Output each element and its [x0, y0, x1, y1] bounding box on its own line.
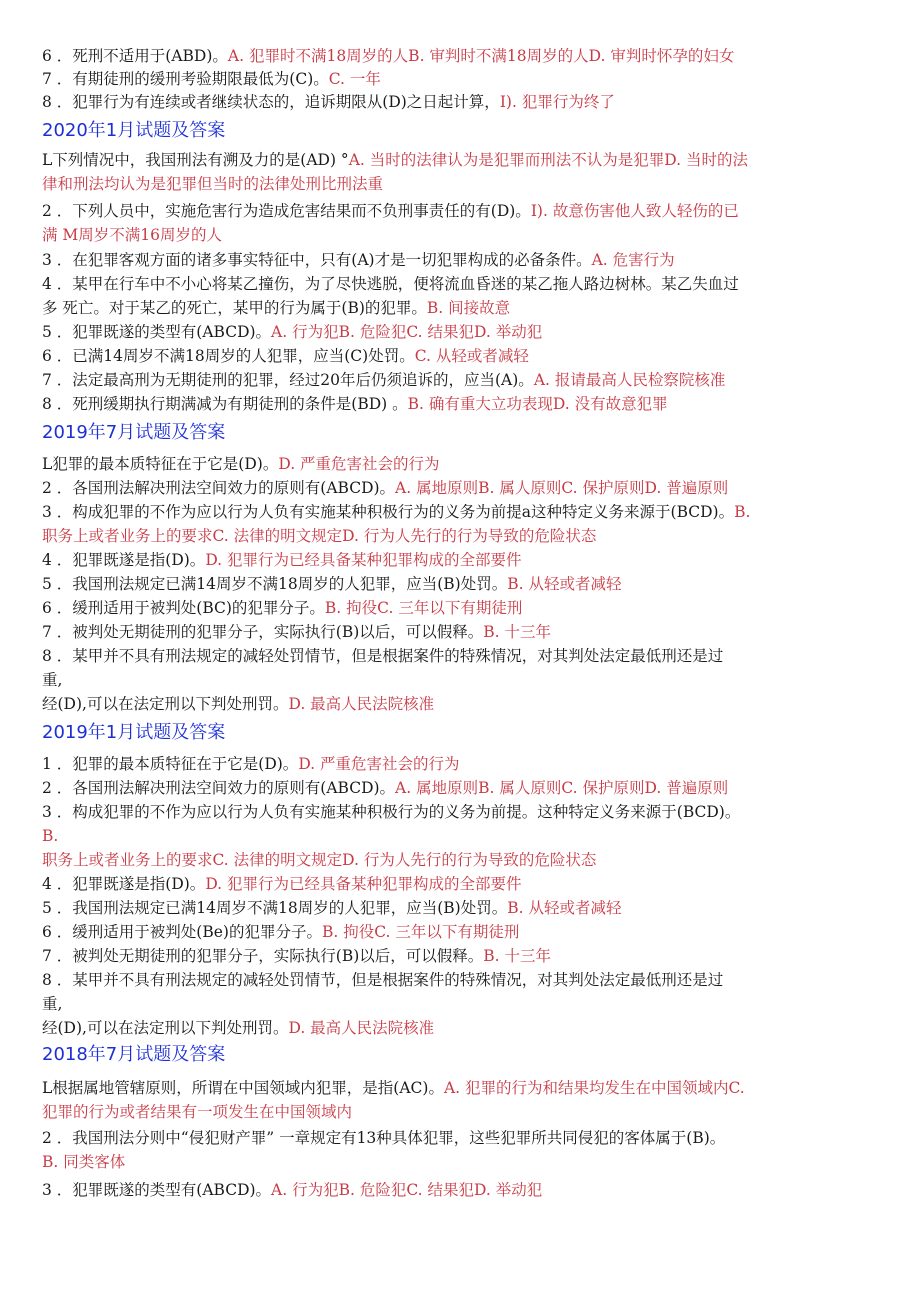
- answer-text: A. 犯罪的行为和结果均发生在中国领域内C.: [443, 1079, 745, 1097]
- section-heading: 2020年1月试题及答案: [42, 120, 226, 141]
- section-heading: 2019年7月试题及答案: [42, 422, 226, 443]
- question-line: [42, 223, 882, 247]
- question-text: 7 ．被判处无期徒刑的犯罪分子，实际执行(B)以后，可以假释。: [42, 947, 484, 965]
- question-text: 4 ．某甲在行车中不小心将某乙撞伤，为了尽快逃脱，便将流血昏迷的某乙拖人路边树林。某乙失血过: [42, 275, 739, 293]
- answer-text: B. 十三年: [483, 947, 552, 965]
- question-line: [42, 296, 882, 320]
- question-line: [42, 44, 882, 68]
- question-line: [42, 848, 882, 872]
- answer-text: B. 同类客体: [42, 1153, 126, 1171]
- question-text: 5 ．犯罪既遂的类型有(ABCD)。: [42, 323, 272, 341]
- question-line: [42, 752, 882, 776]
- answer-text: B. 从轻或者减轻: [507, 899, 622, 917]
- question-text: 7 ．被判处无期徒刑的犯罪分子，实际执行(B)以后，可以假释。: [42, 623, 484, 641]
- question-line: [42, 452, 882, 476]
- question-line: [42, 824, 882, 848]
- question-text: 重,: [42, 671, 63, 689]
- answer-text: 职务上或者业务上的要求C. 法律的明文规定D. 行为人先行的行为导致的危险状态: [42, 527, 597, 545]
- question-line: [42, 392, 882, 416]
- answer-text: A. 属地原则B. 属人原则C. 保护原则D. 普遍原则: [395, 479, 729, 497]
- question-line: [42, 572, 882, 596]
- question-text: 8 ．死刑缓期执行期满减为有期徒刑的条件是(BD) 。: [42, 395, 408, 413]
- question-line: [42, 548, 882, 572]
- question-line: [42, 90, 882, 114]
- question-text: 多 死亡。对于某乙的死亡，某甲的行为属于(B)的犯罪。: [42, 299, 427, 317]
- question-line: [42, 1150, 882, 1174]
- question-text: 6 ．死刑不适用于(ABD)。: [42, 47, 228, 65]
- question-text: 7 ．法定最高刑为无期徒刑的犯罪，经过20年后仍须追诉的，应当(A)。: [42, 371, 534, 389]
- question-line: [42, 968, 882, 992]
- question-line: [42, 500, 882, 524]
- answer-text: 满 M周岁不满16周岁的人: [42, 226, 223, 244]
- answer-text: D. 犯罪行为已经具备某种犯罪构成的全部要件: [205, 875, 522, 893]
- question-text: 经(D),可以在法定刑以下判处刑罚。: [42, 695, 289, 713]
- question-text: 4 ．犯罪既遂是指(D)。: [42, 551, 206, 569]
- question-text: 8 ．犯罪行为有连续或者继续状态的，追诉期限从(D)之日起计算，: [42, 93, 500, 111]
- answer-text: A. 危害行为: [591, 251, 675, 269]
- question-line: [42, 596, 882, 620]
- question-text: 5 ．我国刑法规定已满14周岁不满18周岁的人犯罪，应当(B)处罚。: [42, 575, 508, 593]
- question-line: [42, 1100, 882, 1124]
- answer-text: B. 拘役C. 三年以下有期徒刑: [321, 923, 520, 941]
- answer-text: 律和刑法均认为是犯罪但当时的法律处刑比刑法重: [42, 175, 384, 193]
- answer-text: C. 一年: [328, 70, 381, 88]
- question-text: 3 ．构成犯罪的不作为应以行为人负有实施某种积极行为的义务为前提。这种特定义务来源于(BCD)。: [42, 803, 741, 821]
- question-text: 6 ．缓刑适用于被判处(BC)的犯罪分子。: [42, 599, 325, 617]
- question-line: [42, 800, 882, 824]
- answer-text: B.: [734, 503, 751, 521]
- answer-text: D. 最高人民法院核准: [288, 1019, 435, 1037]
- question-text: 2 ．我国刑法分则中“侵犯财产罪” 一章规定有13种具体犯罪，这些犯罪所共同侵犯的客体属于(B)。: [42, 1129, 726, 1147]
- question-line: [42, 1076, 882, 1100]
- answer-text: B. 间接故意: [426, 299, 511, 317]
- answer-text: A. 报请最高人民检察院核准: [533, 371, 726, 389]
- question-line: [42, 272, 882, 296]
- question-text: 6 ．缓刑适用于被判处(Be)的犯罪分子。: [42, 923, 322, 941]
- question-line: [42, 1178, 882, 1202]
- question-text: L犯罪的最本质特征在于它是(D)。: [42, 455, 279, 473]
- answer-text: D. 严重危害社会的行为: [298, 755, 460, 773]
- question-text: 3 ．犯罪既遂的类型有(ABCD)。: [42, 1181, 272, 1199]
- question-line: [42, 992, 882, 1016]
- question-text: 2 ．各国刑法解决刑法空间效力的原则有(ABCD)。: [42, 479, 396, 497]
- answer-text: B. 确有重大立功表现D. 没有故意犯罪: [407, 395, 668, 413]
- question-line: [42, 368, 882, 392]
- answer-text: B. 拘役C. 三年以下有期徒刑: [324, 599, 523, 617]
- question-line: [42, 692, 882, 716]
- question-line: [42, 320, 882, 344]
- question-line: [42, 172, 882, 196]
- question-text: 5 ．我国刑法规定已满14周岁不满18周岁的人犯罪，应当(B)处罚。: [42, 899, 508, 917]
- question-text: 2 ．各国刑法解决刑法空间效力的原则有(ABCD)。: [42, 779, 396, 797]
- question-text: 6 ．已满14周岁不满18周岁的人犯罪，应当(C)处罚。: [42, 347, 415, 365]
- answer-text: A. 犯罪时不满18周岁的人B. 审判时不满18周岁的人D. 审判时怀孕的妇女: [227, 47, 735, 65]
- question-text: 8 ．某甲并不具有刑法规定的减轻处罚情节，但是根据案件的特殊情况，对其判处法定最低刑还是过: [42, 971, 724, 989]
- answer-text: 犯罪的行为或者结果有一项发生在中国领域内: [42, 1103, 353, 1121]
- question-line: [42, 668, 882, 692]
- question-text: 1 ．犯罪的最本质特征在于它是(D)。: [42, 755, 299, 773]
- answer-text: B. 十三年: [483, 623, 552, 641]
- question-text: 3 ．在犯罪客观方面的诸多事实特征中，只有(A)才是一切犯罪构成的必备条件。: [42, 251, 592, 269]
- question-text: 2 ．下列人员中，实施危害行为造成危害结果而不负刑事责任的有(D)。: [42, 202, 531, 220]
- answer-text: D. 最高人民法院核准: [288, 695, 435, 713]
- question-line: [42, 896, 882, 920]
- section-heading: 2018年7月试题及答案: [42, 1044, 226, 1065]
- answer-text: A. 行为犯B. 危险犯C. 结果犯D. 举动犯: [271, 323, 543, 341]
- answer-text: A. 属地原则B. 属人原则C. 保护原则D. 普遍原则: [395, 779, 729, 797]
- question-line: [42, 344, 882, 368]
- question-line: [42, 248, 882, 272]
- answer-text: A. 行为犯B. 危险犯C. 结果犯D. 举动犯: [271, 1181, 543, 1199]
- answer-text: 职务上或者业务上的要求C. 法律的明文规定D. 行为人先行的行为导致的危险状态: [42, 851, 597, 869]
- section-heading: 2019年1月试题及答案: [42, 722, 226, 743]
- question-text: 8 ．某甲并不具有刑法规定的减轻处罚情节，但是根据案件的特殊情况，对其判处法定最低刑还是过: [42, 647, 724, 665]
- question-line: [42, 944, 882, 968]
- answer-text: B. 从轻或者减轻: [507, 575, 622, 593]
- question-line: [42, 1126, 882, 1150]
- question-text: 7 ．有期徒刑的缓刑考验期限最低为(C)。: [42, 70, 329, 88]
- answer-text: D. 犯罪行为已经具备某种犯罪构成的全部要件: [205, 551, 522, 569]
- question-line: [42, 1016, 882, 1040]
- answer-text: B.: [42, 827, 59, 845]
- answer-text: A. 当时的法律认为是犯罪而刑法不认为是犯罪D. 当时的法: [348, 151, 748, 169]
- question-line: [42, 920, 882, 944]
- question-line: [42, 476, 882, 500]
- question-text: L下列情况中，我国刑法有溯及力的是(AD) °: [42, 151, 349, 169]
- question-text: 经(D),可以在法定刑以下判处刑罚。: [42, 1019, 289, 1037]
- question-line: [42, 872, 882, 896]
- question-line: [42, 148, 882, 172]
- answer-text: C. 从轻或者减轻: [414, 347, 529, 365]
- question-text: L根据属地管辖原则，所谓在中国领域内犯罪，是指(AC)。: [42, 1079, 444, 1097]
- question-line: [42, 644, 882, 668]
- question-text: 重,: [42, 995, 63, 1013]
- question-line: [42, 524, 882, 548]
- question-line: [42, 67, 882, 91]
- answer-text: D. 严重危害社会的行为: [278, 455, 440, 473]
- question-text: 3 ．构成犯罪的不作为应以行为人负有实施某种积极行为的义务为前提a这种特定义务来源于(BCD)。: [42, 503, 735, 521]
- answer-text: I). 犯罪行为终了: [499, 93, 615, 111]
- question-text: 4 ．犯罪既遂是指(D)。: [42, 875, 206, 893]
- question-line: [42, 620, 882, 644]
- answer-text: I). 故意伤害他人致人轻伤的已: [530, 202, 739, 220]
- question-line: [42, 199, 882, 223]
- question-line: [42, 776, 882, 800]
